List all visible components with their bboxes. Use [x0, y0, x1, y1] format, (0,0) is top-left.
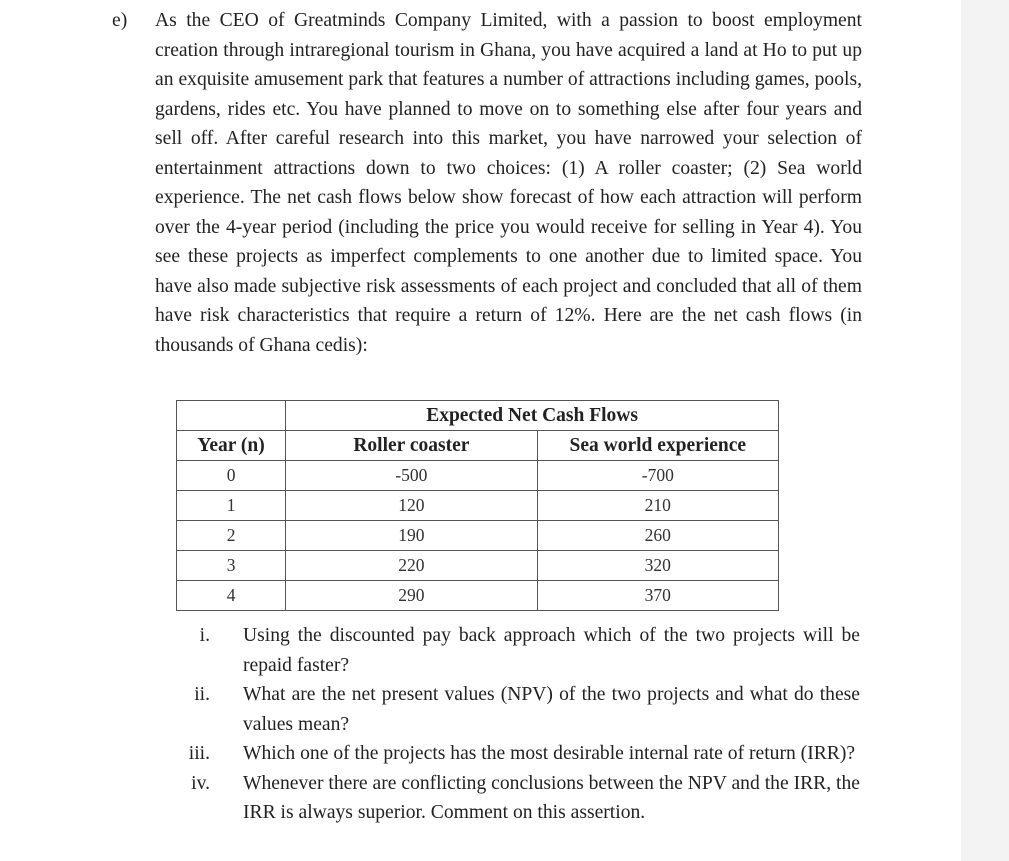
cell-sea-world: 370 — [537, 581, 778, 611]
cell-year: 1 — [177, 491, 286, 521]
cash-flow-table — [176, 400, 779, 611]
question-text: As the CEO of Greatminds Company Limited, with a passion to boost employment creation through intraregional tourism in Ghana, you have acquired a land at Ho to put up an exquisite amusement park that features a number of attractions including games, pools, gardens, rides etc. You have planned to move on to something else after four years and sell off. After careful research into this market, you have narrowed your selection of entertainment attractions down to two choices: (1) A roller coaster; (2) Sea world experience. The net cash flows below show forecast of how each attraction will perform over the 4-year period (including the price you would receive for selling in Year 4). You see these projects as imperfect complements to one another due to limited space. You have also made subjective risk assessments of each project and concluded that all of them have risk characteristics that require a return of 12%. Here are the net cash flows (in thousands of Ghana cedis): — [155, 10, 862, 356]
cell-year: 3 — [177, 551, 286, 581]
subquestion-item — [180, 769, 860, 828]
table-row — [177, 551, 779, 581]
cell-roller-coaster: 290 — [286, 581, 537, 611]
subquestion-text: What are the net present values (NPV) of the two projects and what do these values mean? — [243, 684, 860, 735]
subquestion-item — [180, 621, 860, 680]
cell-sea-world: -700 — [537, 461, 778, 491]
cell-roller-coaster: 120 — [286, 491, 537, 521]
cell-sea-world: 210 — [537, 491, 778, 521]
subquestion-number: ii. — [194, 684, 210, 705]
subquestion-item — [180, 739, 860, 769]
column-header-sea-world: Sea world experience — [537, 431, 778, 461]
subquestion-item — [180, 680, 860, 739]
question-paragraph — [112, 6, 862, 360]
subquestion-list — [180, 621, 860, 828]
cell-year: 2 — [177, 521, 286, 551]
question-label: e) — [112, 10, 128, 31]
subquestion-text: Whenever there are conflicting conclusions between the NPV and the IRR, the IRR is always superior. Comment on this assertion. — [243, 772, 860, 823]
subquestion-number: iii. — [188, 743, 210, 764]
table-header-row — [177, 401, 779, 431]
subquestion-text: Using the discounted pay back approach which of the two projects will be repaid faster? — [243, 625, 860, 676]
column-header-roller-coaster: Roller coaster — [286, 431, 537, 461]
table-row — [177, 461, 779, 491]
table-corner-cell — [177, 401, 286, 431]
table-row — [177, 521, 779, 551]
cell-sea-world: 260 — [537, 521, 778, 551]
page-margin-strip — [961, 0, 1009, 861]
cell-roller-coaster: -500 — [286, 461, 537, 491]
cell-roller-coaster: 220 — [286, 551, 537, 581]
subquestion-text: Which one of the projects has the most desirable internal rate of return (IRR)? — [243, 743, 856, 764]
column-header-year: Year (n) — [177, 431, 286, 461]
cell-year: 0 — [177, 461, 286, 491]
subquestion-number: iv. — [191, 772, 210, 794]
table-row — [177, 491, 779, 521]
cell-sea-world: 320 — [537, 551, 778, 581]
cell-roller-coaster: 190 — [286, 521, 537, 551]
subquestion-number: i. — [199, 625, 210, 646]
group-header: Expected Net Cash Flows — [286, 401, 779, 431]
table-column-header-row — [177, 431, 779, 461]
cell-year: 4 — [177, 581, 286, 611]
table-row — [177, 581, 779, 611]
